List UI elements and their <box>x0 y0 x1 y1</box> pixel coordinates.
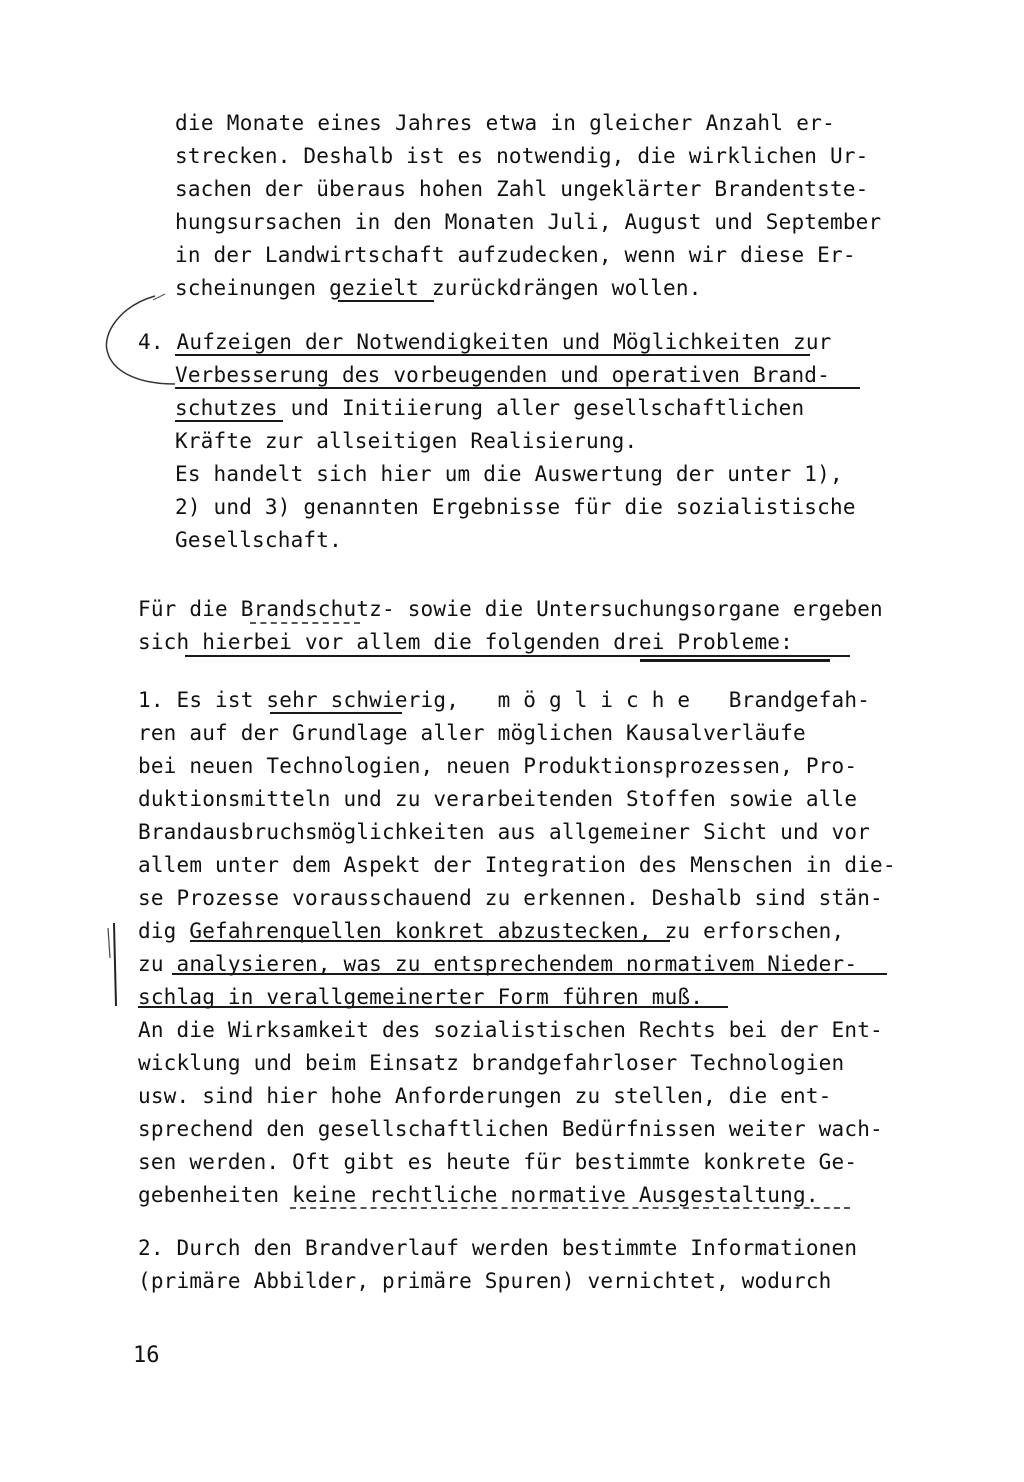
handwritten-bracket <box>95 288 195 398</box>
text-line: zu analysieren, was zu entsprechendem normativem Nieder- <box>138 952 858 976</box>
text-line: An die Wirksamkeit des sozialistischen Rechts bei der Ent- <box>138 1018 883 1042</box>
handwritten-underline <box>338 300 434 302</box>
text-line: sich hierbei vor allem die folgenden drei Probleme: <box>138 630 793 654</box>
margin-line-mark <box>104 918 124 1013</box>
text-line: se Prozesse vorausschauend zu erkennen. Deshalb sind stän- <box>138 886 883 910</box>
text-line: bei neuen Technologien, neuen Produktionsprozessen, Pro- <box>138 754 858 778</box>
handwritten-underline <box>138 1006 728 1008</box>
text-line: gebenheiten keine rechtliche normative Ausgestaltung. <box>138 1183 819 1207</box>
handwritten-underline <box>175 354 810 356</box>
text-line: hungsursachen in den Monaten Juli, August und September <box>175 210 882 234</box>
text-line: ren auf der Grundlage aller möglichen Kausalverläufe <box>138 721 806 745</box>
handwritten-underline <box>185 655 850 657</box>
handwritten-underline <box>290 1207 850 1209</box>
text-line: strecken. Deshalb ist es notwendig, die wirklichen Ur- <box>175 144 869 168</box>
text-line: sen werden. Oft gibt es heute für bestimmte konkrete Ge- <box>138 1150 858 1174</box>
text-line: schutzes und Initiierung aller gesellschaftlichen <box>175 396 805 420</box>
list-item-2: 2. Durch den Brandverlauf werden bestimmte Informationen <box>138 1236 858 1260</box>
text-line: scheinungen gezielt zurückdrängen wollen. <box>175 276 702 300</box>
text-line: (primäre Abbilder, primäre Spuren) vernichtet, wodurch <box>138 1269 832 1293</box>
text-line: dig Gefahrenquellen konkret abzustecken, zu erforschen, <box>138 919 845 943</box>
handwritten-underline <box>270 712 402 714</box>
text-line: duktionsmitteln und zu verarbeitenden Stoffen sowie alle <box>138 787 858 811</box>
text-line: wicklung und beim Einsatz brandgefahrloser Technologien <box>138 1051 845 1075</box>
text-line: Verbesserung des vorbeugenden und operativen Brand- <box>175 363 830 387</box>
handwritten-underline <box>172 973 887 975</box>
text-line: in der Landwirtschaft aufzudecken, wenn wir diese Er- <box>175 243 856 267</box>
text-line: Gesellschaft. <box>175 528 342 552</box>
text-line: Es handelt sich hier um die Auswertung der unter 1), <box>175 462 843 486</box>
handwritten-underline <box>175 387 860 389</box>
list-item-1: 1. Es ist sehr schwierig, m ö g l i c h e Brandgefah- <box>138 688 871 712</box>
page-number: 16 <box>133 1343 160 1368</box>
handwritten-underline <box>190 940 670 942</box>
text-line: sprechend den gesellschaftlichen Bedürfnissen weiter wach- <box>138 1117 883 1141</box>
list-item-4: 4. Aufzeigen der Notwendigkeiten und Möglichkeiten zur <box>138 330 832 354</box>
text-line: Für die Brandschutz- sowie die Untersuchungsorgane ergeben <box>138 597 883 621</box>
text-line: die Monate eines Jahres etwa in gleicher Anzahl er- <box>175 111 836 135</box>
text-line: allem unter dem Aspekt der Integration des Menschen in die- <box>138 853 896 877</box>
handwritten-underline <box>175 420 283 422</box>
text-line: Brandausbruchsmöglichkeiten aus allgemeiner Sicht und vor <box>138 820 871 844</box>
text-line: schlag in verallgemeinerter Form führen muß. <box>138 985 704 1009</box>
handwritten-underline <box>250 622 360 624</box>
handwritten-underline <box>640 659 830 662</box>
text-line: sachen der überaus hohen Zahl ungeklärter Brandentste- <box>175 177 869 201</box>
text-line: usw. sind hier hohe Anforderungen zu stellen, die ent- <box>138 1084 832 1108</box>
text-line: Kräfte zur allseitigen Realisierung. <box>175 429 638 453</box>
text-line: 2) und 3) genannten Ergebnisse für die sozialistische <box>175 495 856 519</box>
